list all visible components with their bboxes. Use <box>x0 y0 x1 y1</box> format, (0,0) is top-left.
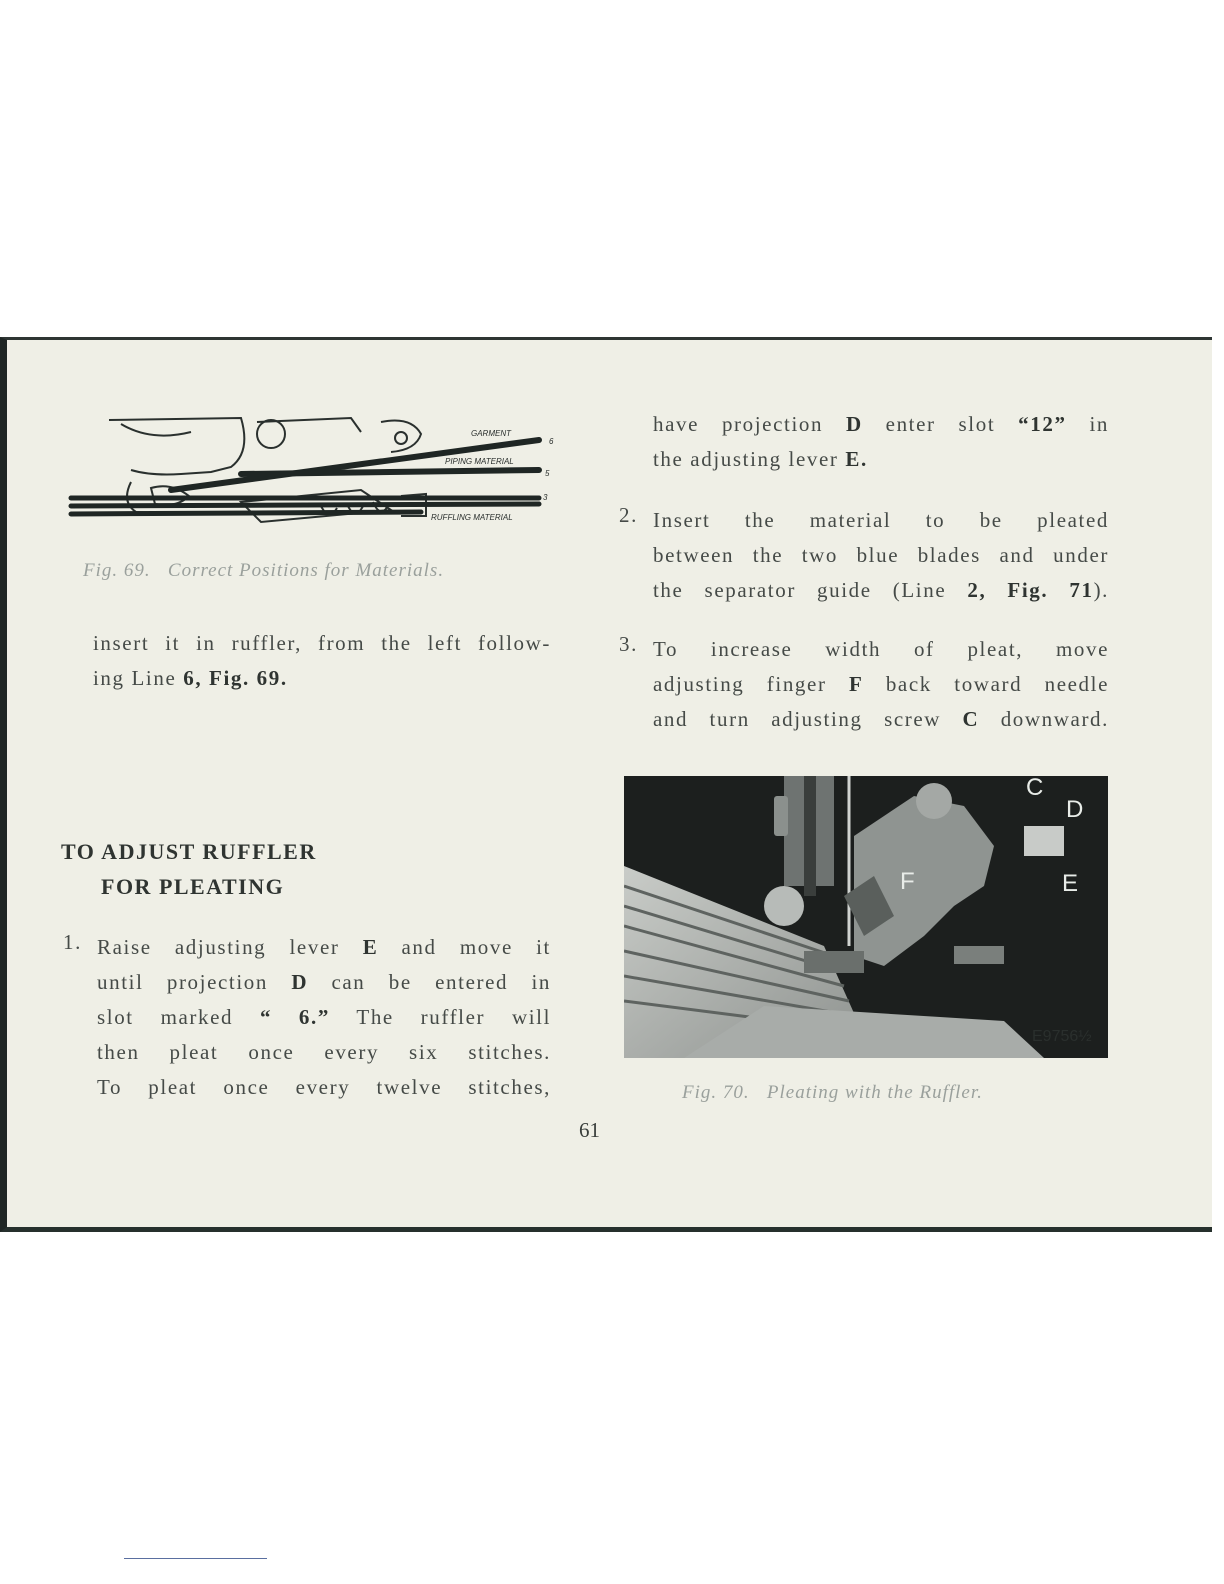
fig70-caption-num: Fig. 70. <box>682 1082 750 1103</box>
label-garment: GARMENT <box>471 429 511 438</box>
left-para-line2 <box>93 661 551 696</box>
photo-label-f: F <box>900 868 915 895</box>
photo-label-c: C <box>1026 776 1044 801</box>
step3-line3 <box>653 702 1109 737</box>
c1e: in <box>1066 412 1109 436</box>
s3l2c: back toward needle <box>863 672 1109 696</box>
label-5: 5 <box>545 469 550 478</box>
fig70-caption-text: Pleating with the Ruffler. <box>766 1082 983 1103</box>
photo-code: E9756½ <box>1032 1028 1092 1045</box>
step3-line2 <box>653 667 1109 702</box>
step2-line1: Insert the material to be pleated <box>653 508 1109 532</box>
photo-label-d: D <box>1066 796 1084 823</box>
step1-line5: To pleat once every twelve stitches, <box>97 1075 551 1099</box>
c1c: enter slot <box>862 412 1019 436</box>
step2-line3 <box>653 573 1109 608</box>
footer-rule <box>124 1558 267 1559</box>
step1-line3 <box>97 1000 551 1035</box>
c2a: the adjusting lever <box>653 447 846 471</box>
label-ruffling: RUFFLING MATERIAL <box>431 513 513 522</box>
left-para-line2-text: ing Line <box>93 666 184 690</box>
fig69-caption <box>83 560 444 582</box>
s1l2b: D <box>291 970 309 994</box>
photo-label-e: E <box>1062 870 1079 897</box>
s1l2a: until projection <box>97 970 292 994</box>
left-para-line2-bold: 6, Fig. 69. <box>183 666 288 690</box>
step3-number: 3. <box>619 632 638 656</box>
s1l1a: Raise adjusting lever <box>97 935 363 959</box>
left-para-line1: insert it in ruffler, from the left follow- <box>93 631 551 655</box>
heading-line2: FOR PLEATING <box>101 874 285 899</box>
s2l3c: ). <box>1093 578 1110 602</box>
fig70-photo <box>624 776 1108 1058</box>
step1-line4: then pleat once every six stitches. <box>97 1040 551 1064</box>
s3l3a: and turn adjusting screw <box>653 707 963 731</box>
fig70-caption <box>682 1082 983 1104</box>
s1l2c: can be entered in <box>308 970 551 994</box>
cont-line2 <box>653 442 1109 477</box>
cont-line1 <box>653 407 1109 442</box>
right-continuation <box>653 407 1109 477</box>
material-lines <box>71 440 539 514</box>
c1d: “12” <box>1018 412 1067 436</box>
s1l3c: The ruffler will <box>329 1005 552 1029</box>
s1l1b: E <box>362 935 379 959</box>
s3l2b: F <box>848 672 864 696</box>
step2 <box>619 503 1110 608</box>
s1l1c: and move it <box>378 935 551 959</box>
step1-line1 <box>97 930 551 965</box>
s2l3a: the separator guide (Line <box>653 578 968 602</box>
s3l2a: adjusting finger <box>653 672 849 696</box>
step3 <box>619 632 1109 737</box>
label-6: 6 <box>549 437 554 446</box>
step1-line2 <box>97 965 551 1000</box>
step3-line1: To increase width of pleat, move <box>653 637 1109 661</box>
label-3: 3 <box>543 493 548 502</box>
fig69-caption-num: Fig. 69. <box>83 560 151 581</box>
heading-line1: TO ADJUST RUFFLER <box>61 839 317 864</box>
s1l3a: slot marked <box>97 1005 260 1029</box>
step1-number: 1. <box>63 930 82 954</box>
fig70-illustration <box>624 776 1108 1058</box>
s1l3b: “ 6.” <box>259 1005 330 1029</box>
c1b: D <box>845 412 863 436</box>
page-number: 61 <box>579 1118 600 1142</box>
manual-page <box>0 337 1212 1232</box>
left-paragraph <box>93 626 551 696</box>
s3l3b: C <box>962 707 980 731</box>
c2b: E. <box>845 447 868 471</box>
c1a: have projection <box>653 412 846 436</box>
s2l3b: 2, Fig. 71 <box>967 578 1094 602</box>
section-heading <box>61 834 317 904</box>
fig69-ruffler-diagram <box>61 412 561 542</box>
step2-number: 2. <box>619 503 638 527</box>
step2-line2: between the two blue blades and under <box>653 543 1109 567</box>
s3l3c: downward. <box>979 707 1109 731</box>
step1 <box>63 930 552 1105</box>
label-piping: PIPING MATERIAL <box>445 457 514 466</box>
fig69-caption-text: Correct Positions for Materials. <box>167 560 445 581</box>
